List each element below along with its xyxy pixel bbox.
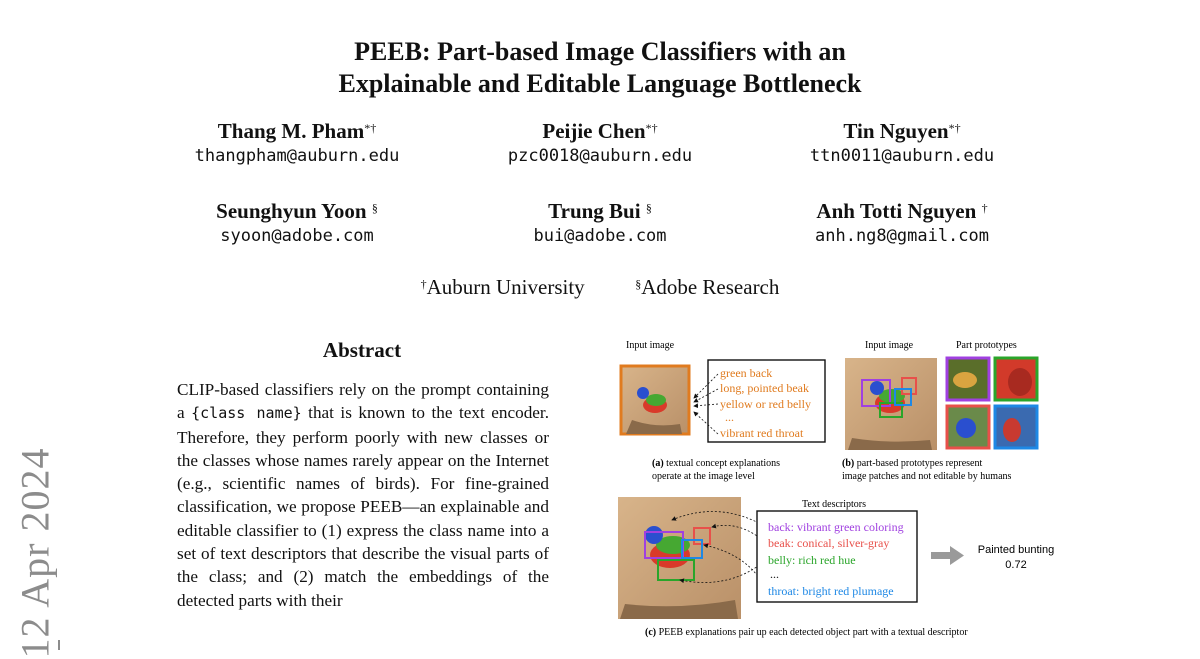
author-name: Peijie Chen <box>542 119 646 143</box>
author-email[interactable]: ttn0011@auburn.edu <box>809 146 995 166</box>
panel-a-caption-label: (a) <box>652 458 664 469</box>
panel-a-caption-line-2: operate at the image level <box>652 471 755 482</box>
panel-c-descriptor-belly: belly: rich red hue <box>768 553 856 567</box>
panel-b-caption-line-2: image patches and not editable by humans <box>842 471 1012 482</box>
author-marks: *† <box>364 121 377 135</box>
panel-a-descriptor: ... <box>725 410 734 424</box>
author-name: Tin Nguyen <box>843 119 949 143</box>
author-name: Thang M. Pham <box>217 119 365 143</box>
panel-a-caption-text: textual concept explanations <box>663 458 781 469</box>
author-email[interactable]: thangpham@auburn.edu <box>194 146 400 166</box>
affiliation-mark: † <box>420 277 427 291</box>
panel-c-descriptor-back: back: vibrant green coloring <box>768 520 904 534</box>
author-name: Anh Totti Nguyen <box>816 199 977 223</box>
panel-b-caption-line-1 <box>842 458 982 469</box>
panel-a-descriptor: green back <box>720 366 773 380</box>
author-email[interactable]: anh.ng8@gmail.com <box>815 226 989 246</box>
affiliation-name: Auburn University <box>426 275 585 299</box>
author-email[interactable]: pzc0018@auburn.edu <box>507 146 693 166</box>
panel-b-caption-text: part-based prototypes represent <box>854 458 983 469</box>
prediction-label: Painted bunting <box>977 544 1055 556</box>
panel-b-prototypes-label: Part prototypes <box>956 340 1017 351</box>
panel-a-descriptor: yellow or red belly <box>720 397 811 411</box>
abstract-text: that is known to the text encoder. Therefore, they perform poorly with new classes or the classes whose names rarely appear on the Internet (e.g., scientific names of birds). For fine-grained classification, we propose PEEB—an explainable and editable classifier to (1) express the class name into a set of text descriptors that describe the visual parts of the class; and (2) match the embeddings of the detected parts with their <box>177 403 549 610</box>
panel-a-caption-line-1 <box>652 458 780 469</box>
prediction-score: 0.72 <box>1005 559 1027 571</box>
panel-c-header: Text descriptors <box>802 499 867 510</box>
author-marks: *† <box>645 121 658 135</box>
panel-c-caption-label: (c) <box>645 627 657 638</box>
panel-b-prototype-grid <box>947 358 1037 448</box>
affiliation-mark: § <box>635 277 642 291</box>
panel-a-bird-image <box>621 366 689 434</box>
author-marks: † <box>981 201 988 215</box>
panel-c-descriptor-ellipsis: ... <box>770 567 779 581</box>
panel-b-caption-label: (b) <box>842 458 855 469</box>
author-marks: § <box>645 201 652 215</box>
panel-b-input-label: Input image <box>865 340 914 351</box>
paper-title-line-2: Explainable and Editable Language Bottleneck <box>338 69 862 98</box>
author-email[interactable]: bui@adobe.com <box>533 226 667 246</box>
arxiv-date-stamp: 12 Apr 2024 <box>12 447 58 659</box>
panel-b-bird-image <box>845 358 937 450</box>
author-name: Seunghyun Yoon <box>216 199 367 223</box>
paper-title-line-1: PEEB: Part-based Image Classifiers with an <box>354 37 846 66</box>
author-name: Trung Bui <box>548 199 641 223</box>
abstract-code: {class name} <box>191 404 302 423</box>
panel-c-descriptor-beak: beak: conical, silver-gray <box>768 536 890 550</box>
panel-c-descriptor-throat: throat: bright red plumage <box>768 584 894 598</box>
panel-c-bird-image <box>618 497 741 619</box>
abstract-text: CLIP-based classifiers rely on the prompt containing a <box>177 380 549 423</box>
abstract-heading: Abstract <box>322 338 402 362</box>
author-marks: *† <box>948 121 961 135</box>
panel-c-caption-text: PEEB explanations pair up each detected object part with a textual descriptor <box>656 627 968 638</box>
panel-a-descriptor: long, pointed beak <box>720 381 809 395</box>
author-email[interactable]: syoon@adobe.com <box>220 226 374 246</box>
affiliation-name: Adobe Research <box>641 275 780 299</box>
prediction-arrow-icon <box>931 546 964 565</box>
panel-a-descriptor: vibrant red throat <box>720 426 804 440</box>
author-marks: § <box>371 201 378 215</box>
panel-c-caption <box>645 627 968 638</box>
panel-a-input-label: Input image <box>626 340 675 351</box>
